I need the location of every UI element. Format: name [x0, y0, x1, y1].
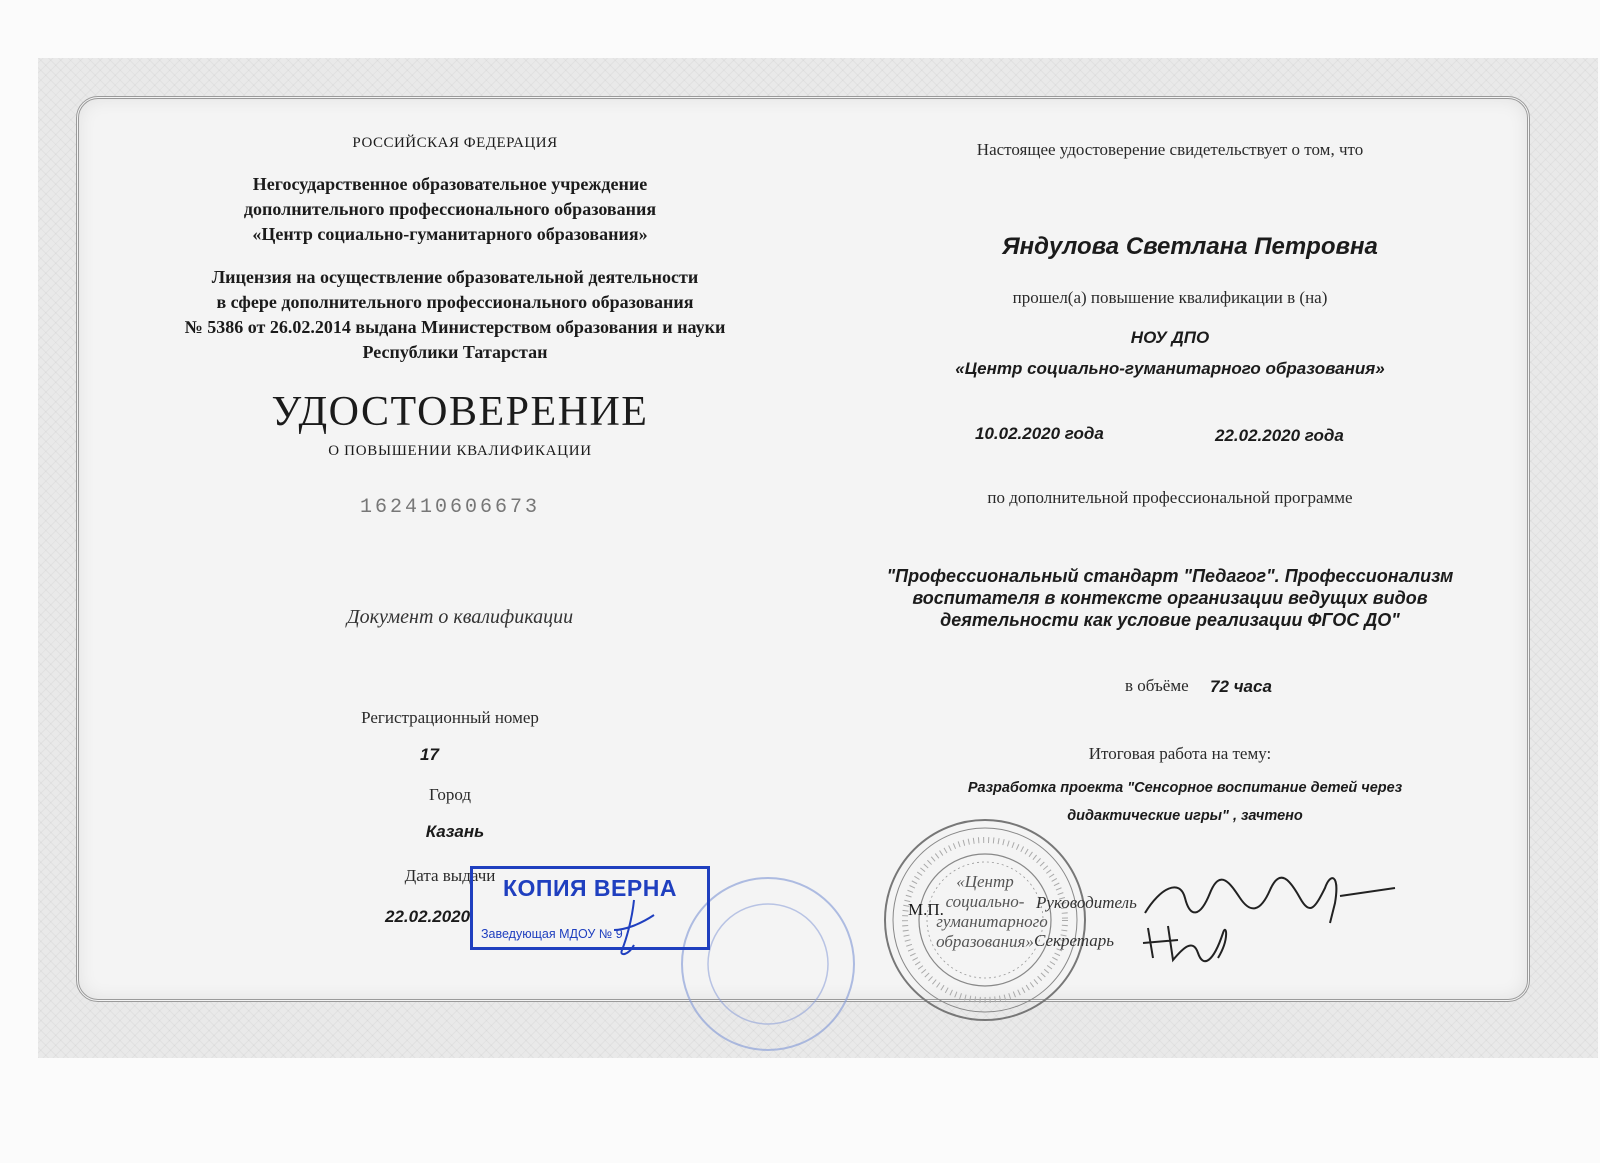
secretary-signature-label: Секретарь: [1034, 931, 1114, 950]
license-line: в сфере дополнительного профессионального образования: [216, 292, 694, 312]
certification-intro: Настоящее удостоверение свидетельствует о том, что: [976, 140, 1364, 159]
certificate-number: 162410606673: [359, 496, 541, 519]
city-label: Город: [429, 785, 471, 804]
seal-text-line: «Центр: [956, 872, 1014, 891]
stamp-subtitle: Заведующая МДОУ № 9: [481, 927, 623, 941]
stamp-title: КОПИЯ ВЕРНА: [503, 875, 677, 901]
program-line: деятельности как условие реализации ФГОС ДО": [940, 610, 1400, 630]
license-line: Лицензия на осуществление образовательной деятельности: [211, 267, 699, 287]
program-line: "Профессиональный стандарт "Педагог". Профессионализм: [886, 566, 1454, 586]
license-info: [95, 265, 815, 365]
training-completed-label: прошел(а) повышение квалификации в (на): [1012, 288, 1328, 307]
issuer-organization: [150, 172, 750, 247]
volume-label: в объёме: [1125, 676, 1189, 695]
issue-date-label: Дата выдачи: [404, 866, 496, 885]
seal-place-label: М.П.: [908, 900, 944, 919]
document-type: Документ о квалификации: [346, 606, 574, 628]
training-org-short: НОУ ДПО: [1130, 328, 1210, 347]
issue-date-value: 22.02.2020: [385, 907, 471, 926]
registration-number-label: Регистрационный номер: [361, 708, 539, 727]
seal-text-line: социально-: [945, 892, 1025, 911]
seal-text-line: гуманитарного: [936, 912, 1048, 931]
organization-seal: [880, 815, 1090, 1025]
training-org-full: «Центр социально-гуманитарного образования»: [955, 359, 1385, 378]
copy-signature: [604, 895, 664, 965]
document-title: УДОСТОВЕРЕНИЕ: [271, 389, 649, 435]
head-signature-label: Руководитель: [1036, 893, 1137, 912]
license-line: № 5386 от 26.02.2014 выдана Министерством образования и науки: [184, 317, 726, 337]
final-topic-line: дидактические игры" , зачтено: [1067, 808, 1303, 824]
program-title: [860, 565, 1480, 631]
secretary-signature: [1138, 918, 1238, 968]
training-start-date: 10.02.2020 года: [975, 424, 1104, 443]
holder-name: Яндулова Светлана Петровна: [1002, 233, 1378, 260]
license-line: Республики Татарстан: [362, 342, 548, 362]
document-subtitle: О ПОВЫШЕНИИ КВАЛИФИКАЦИИ: [328, 443, 592, 459]
volume-value: 72 часа: [1210, 677, 1272, 696]
country-heading: РОССИЙСКАЯ ФЕДЕРАЦИЯ: [352, 135, 558, 151]
program-label: по дополнительной профессиональной программе: [987, 488, 1353, 507]
training-end-date: 22.02.2020 года: [1215, 426, 1344, 445]
seal-text-line: образования»: [936, 932, 1034, 951]
final-work-label: Итоговая работа на тему:: [1088, 744, 1272, 763]
issuer-line: «Центр социально-гуманитарного образования»: [252, 224, 648, 244]
final-topic-line: Разработка проекта "Сенсорное воспитание детей через: [967, 780, 1403, 796]
copy-verified-stamp: [470, 866, 710, 950]
issuer-line: Негосударственное образовательное учреждение: [252, 174, 648, 194]
program-line: воспитателя в контексте организации ведущих видов: [912, 588, 1428, 608]
registration-number-value: 17: [420, 745, 439, 764]
city-value: Казань: [425, 822, 485, 841]
issuer-line: дополнительного профессионального образования: [243, 199, 657, 219]
